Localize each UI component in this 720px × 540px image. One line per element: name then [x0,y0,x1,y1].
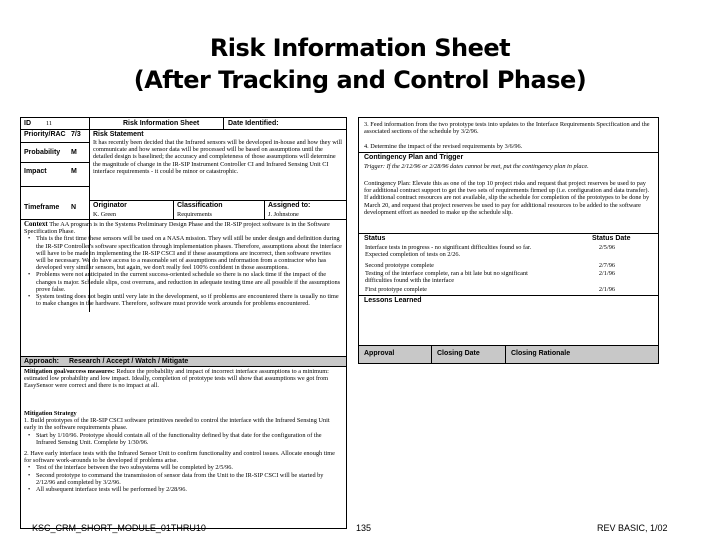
assigned-to-value: J. Johnstone [268,211,299,218]
priority-label: Priority/RAC [24,131,66,138]
strategy-bullet: • Start by 1/10/96. Prototype should contain all of the functionality defined by that date for the configuration of the Infrared Sensing Unit. Complete by 1/30/96. [36,432,342,446]
mitigation-goal-section [24,368,342,406]
impact-value: M [71,168,77,175]
status-row-text: Second prototype complete [365,262,434,269]
mitigation-goal-label: Mitigation goal/success measures: [24,368,115,375]
status-row [365,251,650,258]
context-text: The AA program is in the Systems Preliminary Design Phase and the IR-SIP project software is in the Software Specification Phase. [24,221,330,236]
slide-title-line-1: Risk Information Sheet [209,34,511,62]
context-bullet: • System testing does not begin until very late in the development, so if problems are encountered there is usually no time to make changes in the hardware. Therefore, software must provide work arounds for problems encountered. [36,293,342,307]
classification-value: Requirements [177,211,212,218]
approach-label: Approach: [24,358,59,365]
strategy-step-2: 2. Have early interface tests with the Infrared Sensor Unit to confirm functionality and control issues. Allocate enough time for software work-arounds to be developed if problems arise. [24,450,335,465]
risk-statement-text: It has recently been decided that the Infrared sensors will be developed in-house and how they will communicate and how sensor data will be processed will be based on assumptions until the detailed design is baselined; the accuracy and completeness of those assumptions will determine the magnitude of change in the IR-SIP Instrument Controller CI and Infrared Sensing Unit CI interface requirements - it could be minor or catastrophic. [93,139,342,175]
assigned-to-label: Assigned to: [268,202,311,209]
priority-value: 7/3 [71,131,81,138]
probability-label: Probability [24,149,61,156]
impact-label: Impact [24,168,47,175]
classification-label: Classification [177,202,223,209]
status-row-date: 2/5/96 [598,244,615,251]
lessons-learned-label: Lessons Learned [364,297,422,304]
context-section [24,220,342,355]
strategy-bullet: • All subsequent interface tests will be performed by 2/28/96. [36,486,342,493]
closing-date-label: Closing Date [437,350,480,357]
timeframe-value: N [71,204,77,211]
probability-value: M [71,149,77,156]
mitigation-strategy-label: Mitigation Strategy [24,410,77,417]
strategy-1-bullets [24,432,342,446]
status-row-date: 2/1/96 [598,270,615,277]
id-value: 11 [46,120,53,127]
originator-label: Originator [93,202,127,209]
strategy-step-3: 3. Feed information from the two prototype tests into updates to the Interface Requirements Specification and the associated sections of the schedule by 3/2/96. [364,121,650,136]
slide-title-line-2: (After Tracking and Control Phase) [133,66,587,94]
status-date-label: Status Date [592,235,631,242]
id-label: ID [24,120,31,127]
status-row-text: Expected completion of tests on 2/26. [365,251,461,258]
risk-sheet-right-panel [358,117,659,364]
context-bullets [24,235,342,307]
status-label: Status [364,235,386,242]
contingency-text: Contingency Plan: Elevate this as one of the top 10 project risks and request that project reserves be used to pay for additional contract support to get the two sets of requirements firmed up (i.e. configuration and data transfer). If additional contract resources are not available, slip the schedule for completion of the prototypes to be done by March 20, and request that project reserves be used to pay for additional resources to be added to the software development effort as needed to make up the schedule slip. [364,180,650,216]
status-row-date: 2/1/96 [598,286,615,293]
sheet-header-title: Risk Information Sheet [123,120,200,127]
approach-value: Research / Accept / Watch / Mitigate [69,358,189,365]
status-row-text: First prototype complete [365,286,427,293]
strategy-step-1: 1. Build prototypes of the IR-SIP CSCI software primitives needed to control the interface with the Infrared Sensing Unit early in the software requirements phase. [24,417,330,432]
approval-label: Approval [364,350,395,357]
strategy-bullet: • Test of the interface between the two subsystems will be completed by 2/5/96. [36,464,342,471]
strategy-2-bullets [24,464,342,493]
trigger-text: Trigger: If the 2/12/96 or 2/28/96 dates cannot be met, put the contingency plan in place. [364,163,589,170]
timeframe-label: Timeframe [24,204,60,211]
status-row-text: Testing of the interface complete, ran a bit late but no significant [365,270,528,277]
originator-value: K. Green [93,211,117,218]
context-bullet: • Problems were not anticipated in the current success-oriented schedule so there is no slack time if the impact of the changes is major. Schedule slips, cost overruns, and reduction in adequate testing time are all possible if the assumptions prove false. [36,271,342,293]
date-identified-label: Date Identified: [228,120,279,127]
context-bullet: • This is the first time these sensors will be used on a NASA mission. They will still be under design and definition during the IR-SIP Controller's software specification through implementation phases. Therefore, assumptions about the interface will have to be made in implementing the IR-SIP CSCI and if these assumptions are incorrect, then software rewrites will be necessary. We do have access to a reasonable set of assumptions and information from a contractor who has developed very similar sensors, but again, we don't really feel 100% confident in those assumptions. [36,235,342,271]
mitigation-strategy-section [24,410,342,526]
status-row [365,277,650,284]
risk-statement-label: Risk Statement [93,131,144,138]
mitigation-goal-text: Reduce the probability and impact of incorrect interface assumptions to a minimum: estimated low probability and low impact. Ideally, completion of prototype tests will show that assumptions we got from EasySensor were correct and there is no impact at all. [24,368,329,390]
closing-rationale-label: Closing Rationale [511,350,571,357]
status-row-date: 2/7/96 [598,262,615,269]
strategy-step-4: 4. Determine the impact of the revised requirements by 3/6/96. [364,143,523,150]
status-row [365,262,650,269]
context-label: Context [24,220,48,228]
risk-sheet-left-panel [20,117,347,529]
footer-module-name: KSC_CRM_SHORT_MODULE_01THRU10 [32,523,206,533]
footer-revision: REV BASIC, 1/02 [597,523,668,533]
status-row [365,286,650,293]
status-row-text: Interface tests in progress - no significant difficulties found so far. [365,244,532,251]
strategy-bullet: • Second prototype to command the transmission of sensor data from the Unit to the IR-SIP CSCI will be started by 2/12/96 and completed by 3/2/96. [36,472,342,486]
status-row-text: difficulties found with the interface [365,277,455,284]
contingency-label: Contingency Plan and Trigger [364,154,464,161]
footer-page-number: 135 [356,523,372,533]
